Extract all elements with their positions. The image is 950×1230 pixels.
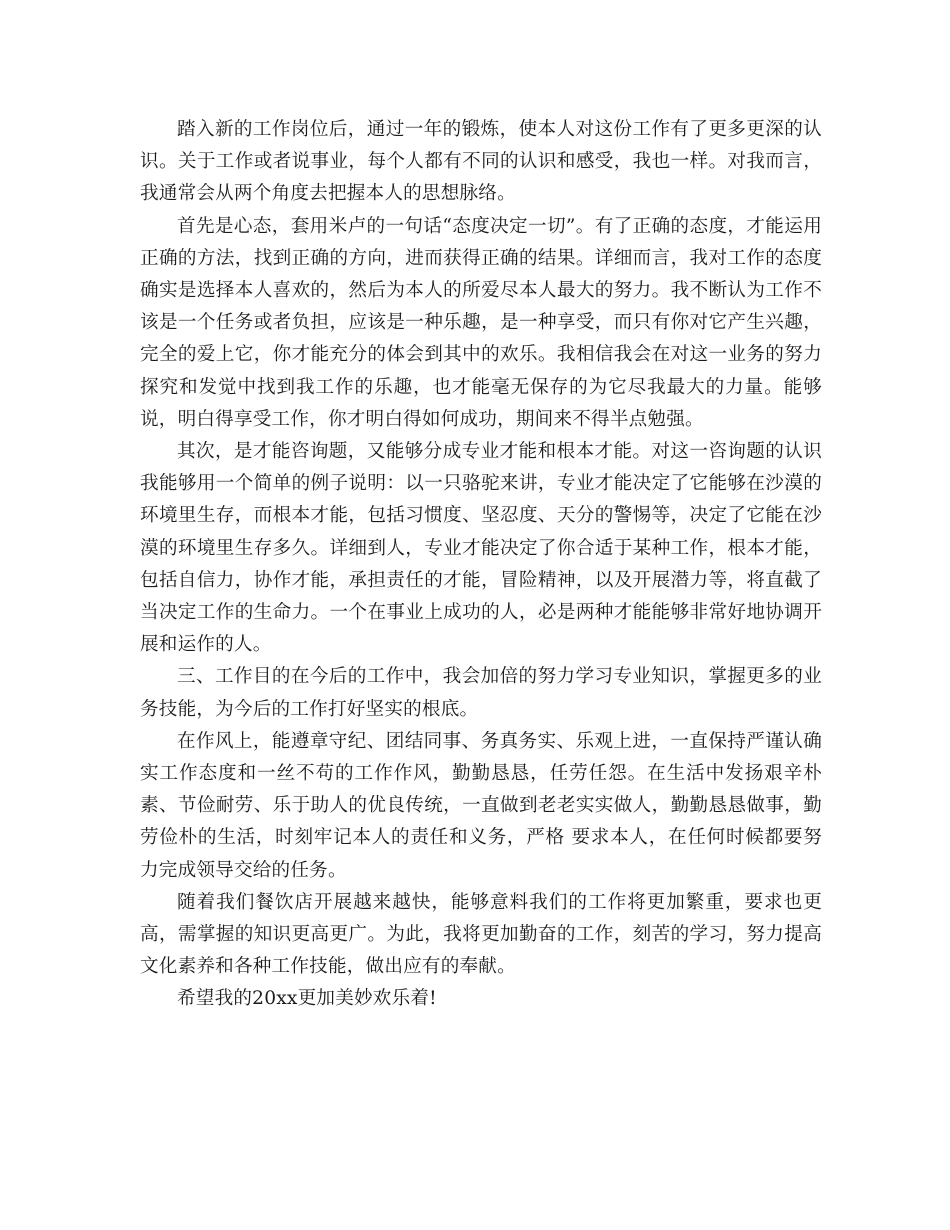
paragraph-mindset-intro: 踏入新的工作岗位后，通过一年的锻炼，使本人对这份工作有了更多更深的认识。关于工作或者说事业，每个人都有不同的认识和感受，我也一样。对我而言，我通常会从两个角度去把握本人的思想脉络。 — [140, 119, 822, 205]
paragraph-future: 随着我们餐饮店开展越来越快，能够意料我们的工作将更加繁重，要求也更高，需掌握的知识更高更广。为此，我将更加勤奋的工作，刻苦的学习，努力提高文化素养和各种工作技能，做出应有的奉献。 — [140, 891, 822, 978]
paragraph-closing-wish: 希望我的20xx更加美妙欢乐着! — [177, 988, 437, 1010]
paragraph-attitude: 首先是心态，套用米卢的一句话“态度决定一切”。有了正确的态度，才能运用正确的方法，找到正确的方向，进而获得正确的结果。详细而言，我对工作的态度确实是选择本人喜欢的，然后为本人的所爱尽本人最大的努力。我不断认为工作不该是一个任务或者负担，应该是一种乐趣，是一种享受，而只有你对它产生兴趣，完全的爱上它，你才能充分的体会到其中的欢乐。我相信我会在对这一业务的努力探究和发觉中找到我工作的乐趣，也才能毫无保存的为它尽我最大的力量。能够说，明白得享受工作，你才明白得如何成功，期间来不得半点勉强。 — [140, 215, 822, 430]
paragraph-work-goals: 三、工作目的在今后的工作中，我会加倍的努力学习专业知识，掌握更多的业务技能，为今后的工作打好坚实的根底。 — [140, 666, 822, 720]
paragraph-ability: 其次，是才能咨询题，又能够分成专业才能和根本才能。对这一咨询题的认识我能够用一个简单的例子说明：以一只骆驼来讲，专业才能决定了它能够在沙漠的环境里生存，而根本才能，包括习惯度、坚忍度、天分的警惕等，决定了它能在沙漠的环境里生存多久。详细到人，专业才能决定了你合适于某种工作，根本才能，包括自信力，协作才能，承担责任的才能，冒险精神，以及开展潜力等，将直截了当决定工作的生命力。一个在事业上成功的人，必是两种才能能够非常好地协调开展和运作的人。 — [140, 441, 822, 656]
paragraph-work-style: 在作风上，能遵章守纪、团结同事、务真务实、乐观上进，一直保持严谨认确实工作态度和一丝不苟的工作作风，勤勤恳恳，任劳任怨。在生活中发扬艰辛朴素、节俭耐劳、乐于助人的优良传统，一直做到老老实实做人，勤勤恳恳做事，勤劳俭朴的生活，时刻牢记本人的责任和义务，严格 要求本人，在任何时候都要努力完成领导交给的任务。 — [140, 730, 822, 881]
document-body — [140, 114, 822, 1016]
